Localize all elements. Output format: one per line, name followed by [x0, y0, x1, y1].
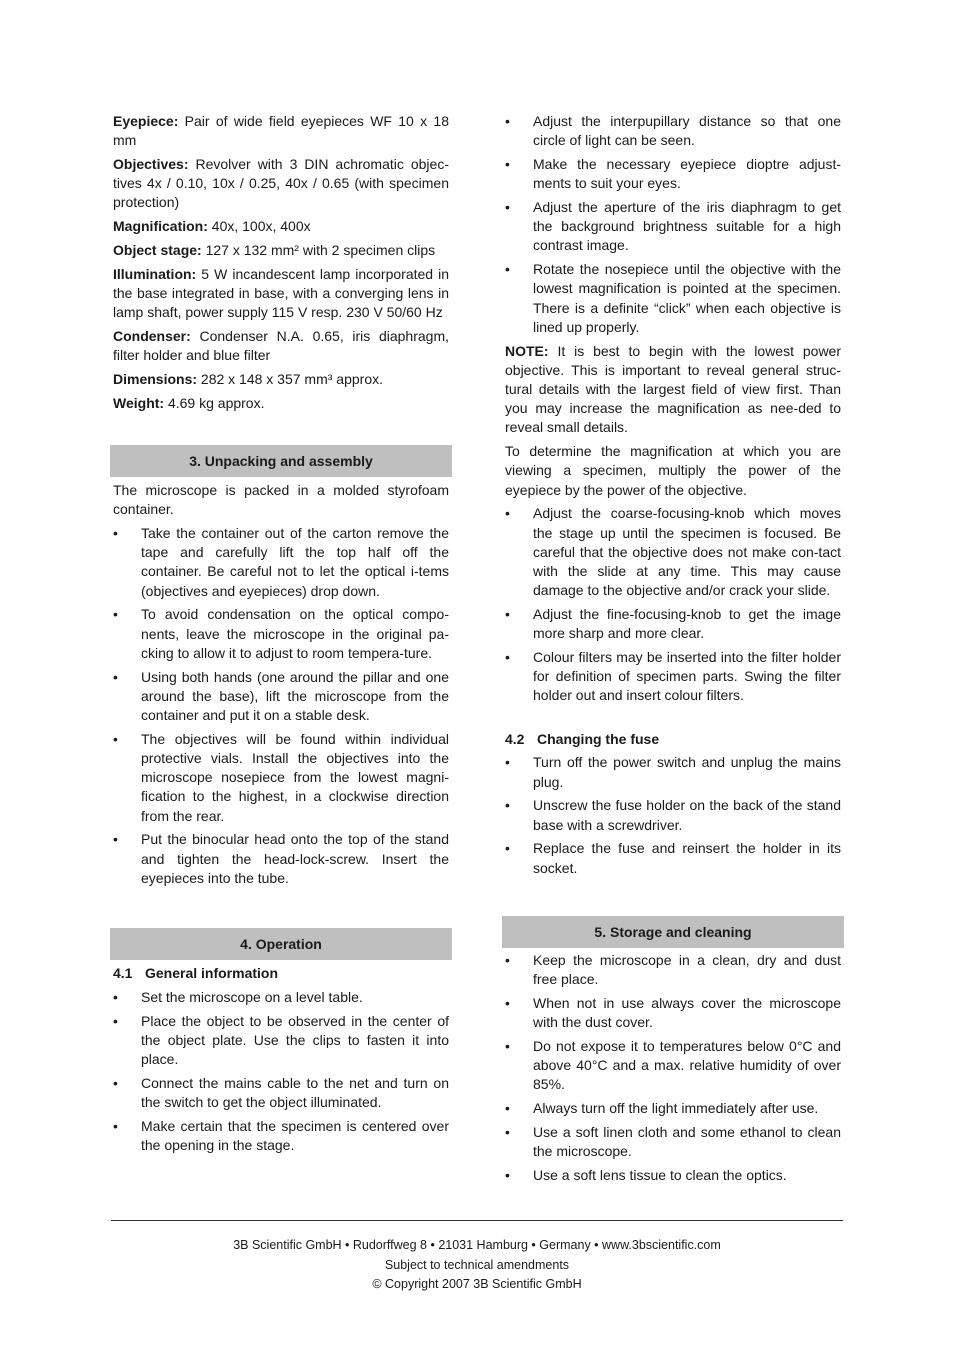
general-information-list	[113, 988, 449, 1155]
spec-list	[113, 112, 449, 413]
list-item: • Unscrew the fuse holder on the back of the stand base with a screwdriver.	[505, 797, 841, 833]
footer-amendments: Subject to technical amendments	[384, 1257, 570, 1272]
magnification-paragraph: To determine the magnification at which you are viewing a specimen, multiply the power of the eyepiece by the power of the objective.	[505, 443, 841, 498]
unpacking-intro: The microscope is packed in a molded styrofoam container.	[113, 482, 449, 518]
spec-dimensions: Dimensions: 282 x 148 x 357 mm³ approx.	[113, 371, 384, 387]
storage-list	[505, 951, 841, 1185]
section-heading-operation: 4. Operation	[110, 928, 452, 960]
focusing-list	[505, 504, 841, 705]
fuse-list	[505, 753, 841, 877]
footer-address: 3B Scientific GmbH • Rudorffweg 8 • 21031 Hamburg • Germany • www.3bscientific.com	[233, 1238, 721, 1252]
spec-illumination: Illumination: 5 W incandescent lamp incorporated in the base integrated in base, with a converging lens in lamp shaft, power supply 115 V resp. 230 V 50/60 Hz	[113, 265, 450, 321]
list-item: • Using both hands (one around the pillar and one around the base), lift the microscope from the container and put it on a stable desk.	[113, 668, 449, 724]
left-column	[113, 112, 449, 1160]
footer-copyright: © Copyright 2007 3B Scientific GmbH	[372, 1277, 582, 1291]
subheading-changing-fuse: 4.2 Changing the fuse	[505, 730, 660, 747]
list-item: • Rotate the nosepiece until the objective with the lowest magnification is pointed at the specimen. There is a definite “click” when each objective is lined up properly.	[505, 261, 841, 335]
list-item: • Set the microscope on a level table.	[113, 988, 363, 1005]
list-item: • Colour filters may be inserted into the filter holder for definition of specimen parts. Swing the filter holder out and insert colour filters.	[505, 649, 841, 704]
list-item: • Make certain that the specimen is centered over the opening in the stage.	[113, 1117, 449, 1154]
footer-divider	[111, 1220, 843, 1221]
footer	[0, 1236, 954, 1295]
spec-objectives: Objectives: Revolver with 3 DIN achromatic objec-tives 4x / 0.10, 10x / 0.25, 40x / 0.65 (with specimen protection)	[113, 156, 449, 211]
list-item: • Connect the mains cable to the net and turn on the switch to get the object illuminated.	[113, 1074, 449, 1111]
list-item: • Do not expose it to temperatures below 0°C and above 40°C and a max. relative humidity of over 85%.	[505, 1037, 841, 1093]
unpacking-list	[113, 524, 449, 888]
list-item: • When not in use always cover the microscope with the dust cover.	[505, 994, 841, 1031]
operation-list-continued	[505, 112, 841, 337]
note-paragraph: NOTE: It is best to begin with the lowest power objective. This is important to reveal general struc-tural details with the largest field of view first. Than you may increase the magnification as nee-ded to reveal small details.	[505, 342, 841, 436]
list-item: • Adjust the interpupillary distance so that one circle of light can be seen.	[505, 113, 841, 149]
list-item: • Keep the microscope in a clean, dry and dust free place.	[505, 951, 841, 988]
right-column	[505, 112, 841, 1190]
section-heading-unpacking: 3. Unpacking and assembly	[110, 445, 452, 477]
spec-eyepiece: Eyepiece: Pair of wide field eyepieces WF 10 x 18 mm	[113, 113, 449, 149]
list-item: • To avoid condensation on the optical compo-nents, leave the microscope in the original pa-cking to allow it to adjust to room tempera-ture.	[113, 606, 449, 661]
spec-magnification: Magnification: 40x, 100x, 400x	[113, 218, 311, 235]
list-item: • Use a soft linen cloth and some ethanol to clean the microscope.	[505, 1123, 841, 1160]
list-item: • Replace the fuse and reinsert the holder in its socket.	[505, 840, 841, 876]
list-item: • Adjust the aperture of the iris diaphragm to get the background brightness suitable for a high contrast image.	[505, 199, 841, 254]
list-item: • Adjust the fine-focusing-knob to get the image more sharp and more clear.	[505, 606, 841, 642]
list-item: • Turn off the power switch and unplug the mains plug.	[505, 754, 841, 790]
spec-condenser: Condenser: Condenser N.A. 0.65, iris diaphragm, filter holder and blue filter	[113, 328, 449, 364]
section-heading-storage: 5. Storage and cleaning	[502, 916, 844, 948]
subheading-general-information: 4.1 General information	[113, 965, 279, 982]
spec-object-stage: Object stage: 127 x 132 mm² with 2 specimen clips	[113, 242, 436, 258]
spec-weight: Weight: 4.69 kg approx.	[113, 394, 265, 411]
list-item: • Use a soft lens tissue to clean the optics.	[505, 1166, 787, 1183]
list-item: • Make the necessary eyepiece dioptre adjust-ments to suit your eyes.	[505, 156, 841, 192]
list-item: • Always turn off the light immediately after use.	[505, 1100, 819, 1117]
list-item: • Adjust the coarse-focusing-knob which moves the stage up until the specimen is focused. Be careful that the objective does not make con-tact with the slide at any time. This may cause damage to the objective and/or crack your slide.	[505, 505, 841, 599]
list-item: • Take the container out of the carton remove the tape and carefully lift the top half off the container. Be careful not to let the optical i-tems (objectives and eyepieces) drop down.	[113, 525, 449, 599]
list-item: • Put the binocular head onto the top of the stand and tighten the head-lock-screw. Insert the eyepieces into the tube.	[113, 831, 449, 886]
list-item: • The objectives will be found within individual protective vials. Install the objectives into the microscope nosepiece from the lowest magni-fication to the highest, in a clockwise direction from the rear.	[113, 730, 449, 824]
list-item: • Place the object to be observed in the center of the object plate. Use the clips to fasten it into place.	[113, 1012, 449, 1068]
